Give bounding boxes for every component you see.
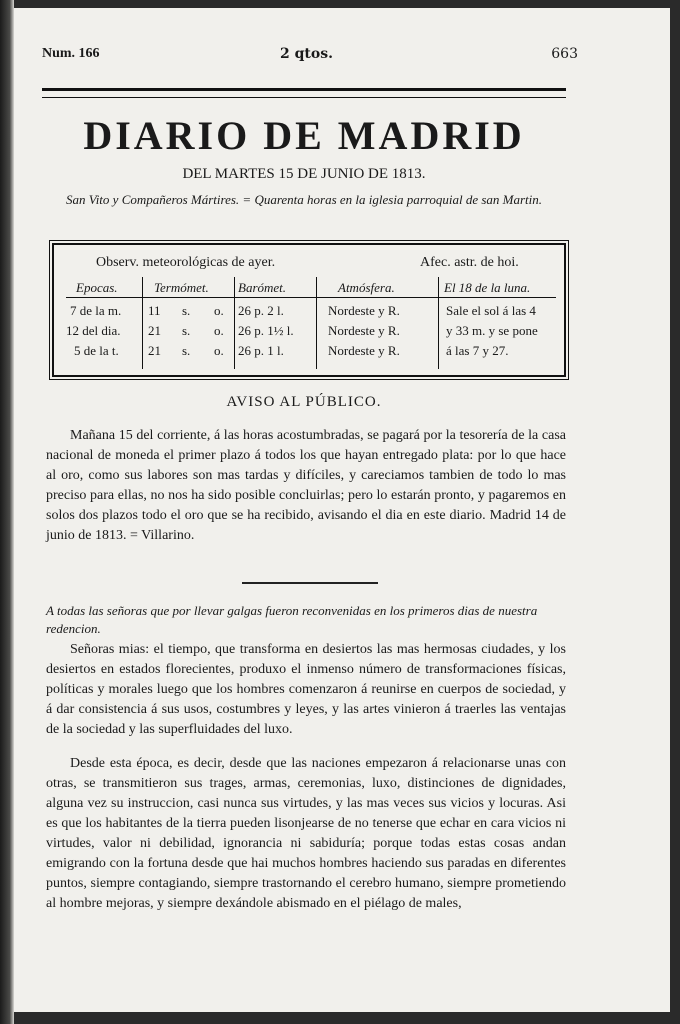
col-barometro: Barómet. [238, 280, 287, 295]
article-headline: A todas las señoras que por llevar galgas fueron reconvenidas en los primeros dias de nuestra redencion. [46, 603, 538, 636]
dateline: DEL MARTES 15 DE JUNIO DE 1813. [182, 166, 426, 182]
cell-s: s. [182, 303, 191, 318]
saints-of-day: San Vito y Compañeros Mártires. = Quarenta horas en la iglesia parroquial de san Martin. [65, 192, 543, 207]
cell-epoca: 12 del dia. [66, 323, 121, 338]
weather-row [66, 343, 556, 361]
cell-atm: Nordeste y R. [328, 303, 400, 318]
cell-astro: Sale el sol á las 4 [446, 303, 536, 318]
header-rule [42, 88, 566, 98]
aviso-text: Mañana 15 del corriente, á las horas acostumbradas, se pagará por la tesorería de la casa nacional de moneda el primer plazo á todos los que hayan entregado plata: por lo que hace al oro, como sus labores son mas tardas y difíciles, y careciamos tambien de todo lo mas preciso para ellas, no nos ha sido posible concluirlas; pero lo estarán pronto, y pagaremos en solos dos plazos todo el oro que se ha recibido, avisando el dia en este diario. Madrid 14 de junio de 1813. = Villarino. [46, 428, 566, 543]
cell-barom: 26 p. 1½ l. [238, 323, 294, 338]
newspaper-page [14, 8, 670, 1012]
aviso-title: AVISO AL PÚBLICO. [226, 394, 382, 410]
cell-term: 21 [148, 343, 161, 358]
cell-term: 21 [148, 323, 161, 338]
cell-o: o. [214, 323, 224, 338]
cell-s: s. [182, 323, 191, 338]
cell-s: s. [182, 343, 191, 358]
cell-barom: 26 p. 1 l. [238, 343, 284, 358]
cell-epoca: 5 de la t. [74, 343, 119, 358]
weather-column-headers [66, 277, 556, 298]
weather-table [52, 243, 566, 377]
cell-atm: Nordeste y R. [328, 323, 400, 338]
issue-price: 2 qtos. [280, 46, 333, 62]
weather-row [66, 303, 556, 321]
cell-barom: 26 p. 2 l. [238, 303, 284, 318]
issue-number: Num. 166 [42, 46, 100, 61]
col-epocas: Epocas. [76, 280, 118, 295]
weather-title: Observ. meteorológicas de ayer. [96, 255, 276, 270]
cell-epoca: 7 de la m. [70, 303, 122, 318]
weather-table-header [54, 249, 564, 271]
article-paragraph-2: Desde esta época, es decir, desde que las naciones empezaron á relacionarse unas con otras, se transmitieron sus trages, armas, ceremonias, luxo, distinciones de dignidades, alguna vez su instruccion, casi nunca sus virtudes, y las mas veces sus vicios y locuras. Asi es que los habitantes de la tierra pueden lisonjearse de no tenerse que echar en cara vicios ni virtudes, valor ni debilidad, ignorancia ni sabiduría; porque todas estas cosas andan emigrando con la fortuna desde que hai muchos hombres haciendo sus paradas en diferentes puntos, siempre contagiando, siempre trastornando el cerebro humano, siempre prometiendo al hombre mejoras, y siempre dexándole abismado en el piélago de males, [46, 756, 566, 911]
cell-term: 11 [148, 303, 161, 318]
book-spine [0, 0, 14, 1024]
article-paragraph-1: Señoras mias: el tiempo, que transforma en desiertos las mas hermosas ciudades, y los desiertos en estados florecientes, produxo el inmenso número de transformaciones físicas, políticas y morales luego que los hombres comenzaron á reunirse en cuerpos de sociedad, y á dar consistencia á sus usos, costumbres y leyes, y las artes vinieron á traerles las ventajas de la sociedad y las superfluidades del luxo. [46, 642, 566, 737]
cell-o: o. [214, 343, 224, 358]
cell-o: o. [214, 303, 224, 318]
cell-astro: y 33 m. y se pone [446, 323, 538, 338]
masthead-title: DIARIO DE MADRID [83, 113, 525, 158]
col-termometro: Termómet. [154, 280, 209, 295]
section-separator [242, 582, 378, 584]
weather-row [66, 323, 556, 341]
col-atmosfera: Atmósfera. [338, 280, 395, 295]
cell-atm: Nordeste y R. [328, 343, 400, 358]
page-number: 663 [551, 46, 578, 62]
astro-title: Afec. astr. de hoi. [420, 255, 519, 270]
cell-astro: á las 7 y 27. [446, 343, 509, 358]
col-luna: El 18 de la luna. [444, 280, 531, 295]
